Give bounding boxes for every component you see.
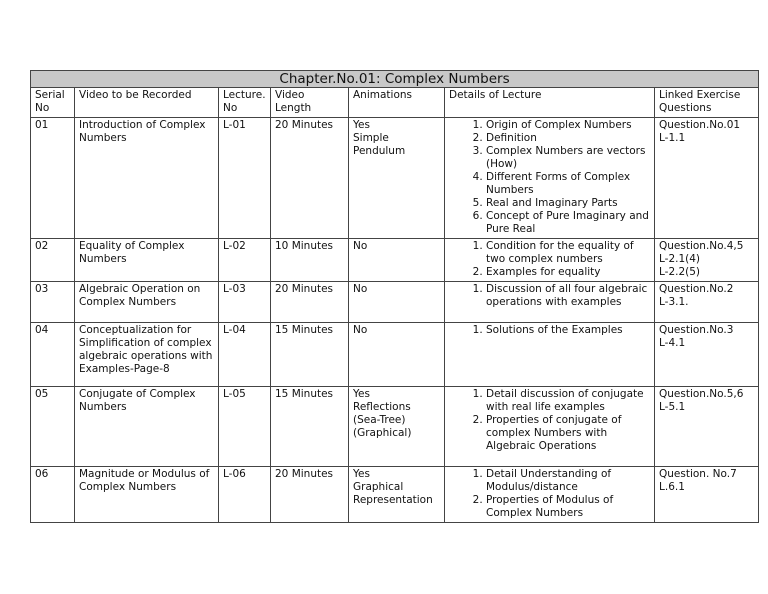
linked-cell <box>655 118 759 239</box>
video-cell: Introduction of Complex Numbers <box>75 118 219 239</box>
linked-line: L-2.2(5) <box>659 266 701 278</box>
linked-line: Question.No.5,6 <box>659 388 744 400</box>
details-cell <box>445 323 655 387</box>
lecture-plan-table <box>30 70 759 523</box>
header-details <box>445 88 655 118</box>
detail-item: 5. Real and Imaginary Parts <box>486 197 651 210</box>
linked-line: Question. No.7 <box>659 468 737 480</box>
lecture-cell: L-05 <box>219 387 271 467</box>
length-cell: 20 Minutes <box>271 467 349 523</box>
header-serial-line: No <box>35 102 50 114</box>
serial-cell: 04 <box>31 323 75 387</box>
lecture-cell: L-03 <box>219 282 271 323</box>
linked-line: L-1.1 <box>659 132 686 144</box>
serial-cell: 01 <box>31 118 75 239</box>
animations-cell <box>349 323 445 387</box>
animation-line: (Sea-Tree) <box>353 414 406 426</box>
serial-cell: 06 <box>31 467 75 523</box>
animation-line: Yes <box>353 468 370 480</box>
length-cell: 15 Minutes <box>271 323 349 387</box>
lecture-cell: L-01 <box>219 118 271 239</box>
details-list <box>449 119 651 236</box>
header-linked-line: Linked Exercise <box>659 89 741 101</box>
details-cell <box>445 467 655 523</box>
detail-item: 1. Condition for the equality of two complex numbers <box>486 240 651 266</box>
details-list <box>449 324 651 337</box>
details-list <box>449 283 651 309</box>
linked-line: Question.No.01 <box>659 119 741 131</box>
animation-line: (Graphical) <box>353 427 412 439</box>
header-serial-line: Serial <box>35 89 65 101</box>
linked-line: L-5.1 <box>659 401 686 413</box>
length-cell: 20 Minutes <box>271 282 349 323</box>
header-linked-line: Questions <box>659 102 712 114</box>
video-cell: Conjugate of Complex Numbers <box>75 387 219 467</box>
video-cell: Conceptualization for Simplification of complex algebraic operations with Examples-Page-8 <box>75 323 219 387</box>
animation-line: Simple <box>353 132 389 144</box>
table-row <box>31 323 759 387</box>
header-length-line: Video <box>275 89 305 101</box>
detail-item: 1. Discussion of all four algebraic operations with examples <box>486 283 651 309</box>
header-serial <box>31 88 75 118</box>
animation-line: No <box>353 283 368 295</box>
details-cell <box>445 118 655 239</box>
details-list <box>449 388 651 453</box>
details-cell <box>445 282 655 323</box>
detail-item: 2. Properties of Modulus of Complex Numbers <box>486 494 651 520</box>
serial-cell: 05 <box>31 387 75 467</box>
title-row <box>31 71 759 88</box>
table-row <box>31 239 759 282</box>
length-cell: 10 Minutes <box>271 239 349 282</box>
serial-cell: 02 <box>31 239 75 282</box>
linked-cell <box>655 467 759 523</box>
header-animations-line: Animations <box>353 89 413 101</box>
length-cell: 15 Minutes <box>271 387 349 467</box>
header-video <box>75 88 219 118</box>
details-cell <box>445 239 655 282</box>
linked-line: L.6.1 <box>659 481 685 493</box>
linked-cell <box>655 387 759 467</box>
table-row <box>31 467 759 523</box>
table-row <box>31 282 759 323</box>
details-list <box>449 240 651 279</box>
header-length <box>271 88 349 118</box>
header-length-line: Length <box>275 102 312 114</box>
header-lecture-line: Lecture. <box>223 89 266 101</box>
animation-line: Yes <box>353 119 370 131</box>
linked-line: L-4.1 <box>659 337 686 349</box>
table-row <box>31 387 759 467</box>
serial-cell: 03 <box>31 282 75 323</box>
header-lecture-line: No <box>223 102 238 114</box>
detail-item: 2. Properties of conjugate of complex Numbers with Algebraic Operations <box>486 414 651 453</box>
animations-cell <box>349 239 445 282</box>
header-video-line: Video to be Recorded <box>79 89 192 101</box>
lecture-cell: L-04 <box>219 323 271 387</box>
animation-line: No <box>353 324 368 336</box>
animation-line: No <box>353 240 368 252</box>
header-animations <box>349 88 445 118</box>
header-row <box>31 88 759 118</box>
video-cell: Equality of Complex Numbers <box>75 239 219 282</box>
linked-cell <box>655 239 759 282</box>
linked-line: Question.No.2 <box>659 283 734 295</box>
animation-line: Pendulum <box>353 145 406 157</box>
animation-line: Reflections <box>353 401 411 413</box>
linked-line: Question.No.3 <box>659 324 734 336</box>
detail-item: 1. Detail Understanding of Modulus/distance <box>486 468 651 494</box>
linked-line: L-3.1. <box>659 296 689 308</box>
animation-line: Yes <box>353 388 370 400</box>
linked-line: L-2.1(4) <box>659 253 701 265</box>
detail-item: 2. Definition <box>486 132 651 145</box>
linked-line: Question.No.4,5 <box>659 240 744 252</box>
details-cell <box>445 387 655 467</box>
detail-item: 1. Detail discussion of conjugate with real life examples <box>486 388 651 414</box>
header-linked <box>655 88 759 118</box>
detail-item: 3. Complex Numbers are vectors (How) <box>486 145 651 171</box>
animation-line: Graphical <box>353 481 404 493</box>
lecture-cell: L-02 <box>219 239 271 282</box>
lecture-cell: L-06 <box>219 467 271 523</box>
lecture-plan-sheet <box>30 70 758 523</box>
details-list <box>449 468 651 520</box>
animations-cell <box>349 282 445 323</box>
detail-item: 1. Origin of Complex Numbers <box>486 119 651 132</box>
detail-item: 1. Solutions of the Examples <box>486 324 651 337</box>
linked-cell <box>655 323 759 387</box>
detail-item: 4. Different Forms of Complex Numbers <box>486 171 651 197</box>
length-cell: 20 Minutes <box>271 118 349 239</box>
video-cell: Algebraic Operation on Complex Numbers <box>75 282 219 323</box>
table-row <box>31 118 759 239</box>
video-cell: Magnitude or Modulus of Complex Numbers <box>75 467 219 523</box>
detail-item: 2. Examples for equality <box>486 266 651 279</box>
detail-item: 6. Concept of Pure Imaginary and Pure Real <box>486 210 651 236</box>
animations-cell <box>349 118 445 239</box>
chapter-title: Chapter.No.01: Complex Numbers <box>31 71 759 88</box>
header-lecture <box>219 88 271 118</box>
animation-line: Representation <box>353 494 433 506</box>
animations-cell <box>349 387 445 467</box>
header-details-line: Details of Lecture <box>449 89 542 101</box>
animations-cell <box>349 467 445 523</box>
linked-cell <box>655 282 759 323</box>
